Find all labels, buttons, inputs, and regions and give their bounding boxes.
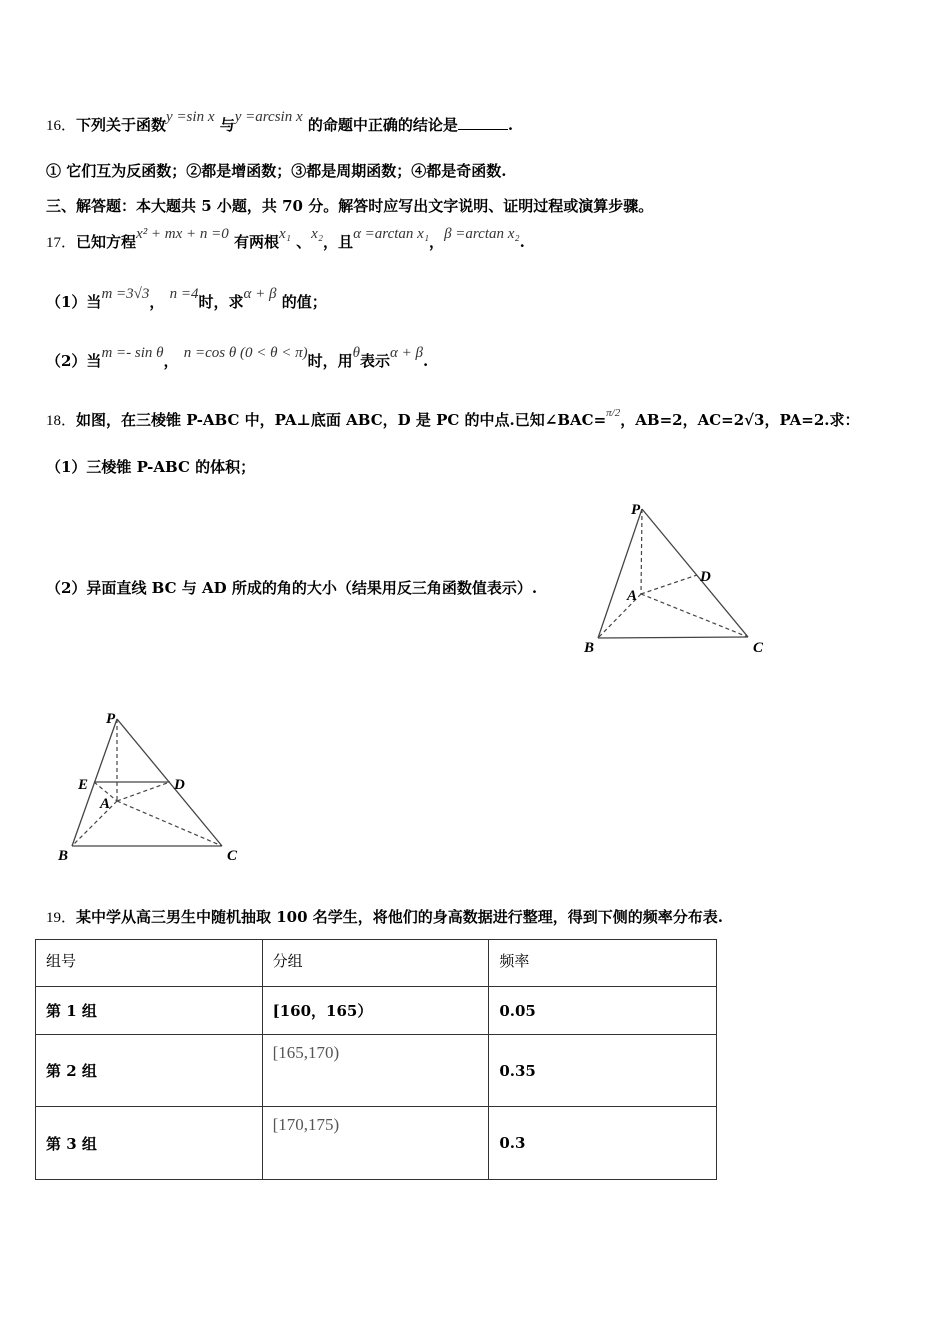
label-a: A <box>627 588 638 604</box>
q17-part1: （1）当m =3√3， n =4时，求α + β 的值； <box>46 286 327 311</box>
q18-part1: （1）三棱锥 P-ABC 的体积； <box>46 458 256 476</box>
q16-stem: 16．下列关于函数y =sin x 与y =arcsin x 的命题中正确的结论是 . <box>46 109 514 134</box>
table-row: 第 3 组 [170,175) 0.3 <box>36 1107 717 1180</box>
label-p: P <box>106 711 116 727</box>
label-b: B <box>58 848 69 864</box>
math-arcsin: y =arcsin x <box>234 109 303 125</box>
label-a: A <box>100 796 111 812</box>
label-e: E <box>78 777 89 793</box>
label-d: D <box>700 569 711 585</box>
tetrahedron-figure-2 <box>40 700 260 870</box>
label-p: P <box>631 502 641 518</box>
q18-part2: （2）异面直线 BC 与 AD 所成的角的大小（结果用反三角函数值表示）. <box>46 579 538 597</box>
q17-stem: 17．已知方程x² + mx + n =0 有两根x₁ 、x₂，且α =arctan x₁，β =arctan x₂. <box>46 226 525 251</box>
label-c: C <box>753 640 764 656</box>
q16-number: 16． <box>46 118 77 134</box>
q17-part2: （2）当m =- sin θ， n =cos θ (0 < θ < π)时，用θ表示α + β. <box>46 345 429 370</box>
q18-stem: 18．如图，在三棱锥 P-ABC 中，PA⊥底面 ABC，D 是 PC 的中点.已知∠BAC=$^{\pi/2}$，AB=2，AC=2√3，PA=2.求： <box>46 407 860 429</box>
frequency-table <box>35 939 717 1180</box>
label-c: C <box>227 848 238 864</box>
header-group: 分组 <box>262 940 489 987</box>
table-row: 第 1 组 [160，165） 0.05 <box>36 987 717 1035</box>
section-header: 三、解答题：本大题共 5 小题，共 70 分。解答时应写出文字说明、证明过程或演算步骤。 <box>46 197 654 215</box>
math-equation: x² + mx + n =0 <box>136 226 229 242</box>
math-sin: y =sin x <box>166 109 215 125</box>
tetrahedron-figure-1 <box>570 490 780 660</box>
label-d: D <box>174 777 185 793</box>
label-b: B <box>584 640 595 656</box>
header-frequency: 频率 <box>489 940 717 987</box>
header-group-number: 组号 <box>36 940 263 987</box>
answer-blank <box>458 115 508 130</box>
math-pi-over-2: π/2 <box>606 407 621 419</box>
q19-stem: 19．某中学从高三男生中随机抽取 100 名学生，将他们的身高数据进行整理，得到下侧的频率分布表. <box>46 908 723 926</box>
q16-options: ① 它们互为反函数；②都是增函数；③都是周期函数；④都是奇函数. <box>46 162 507 180</box>
table-row: 第 2 组 [165,170) 0.35 <box>36 1035 717 1107</box>
table-header-row <box>36 940 717 987</box>
